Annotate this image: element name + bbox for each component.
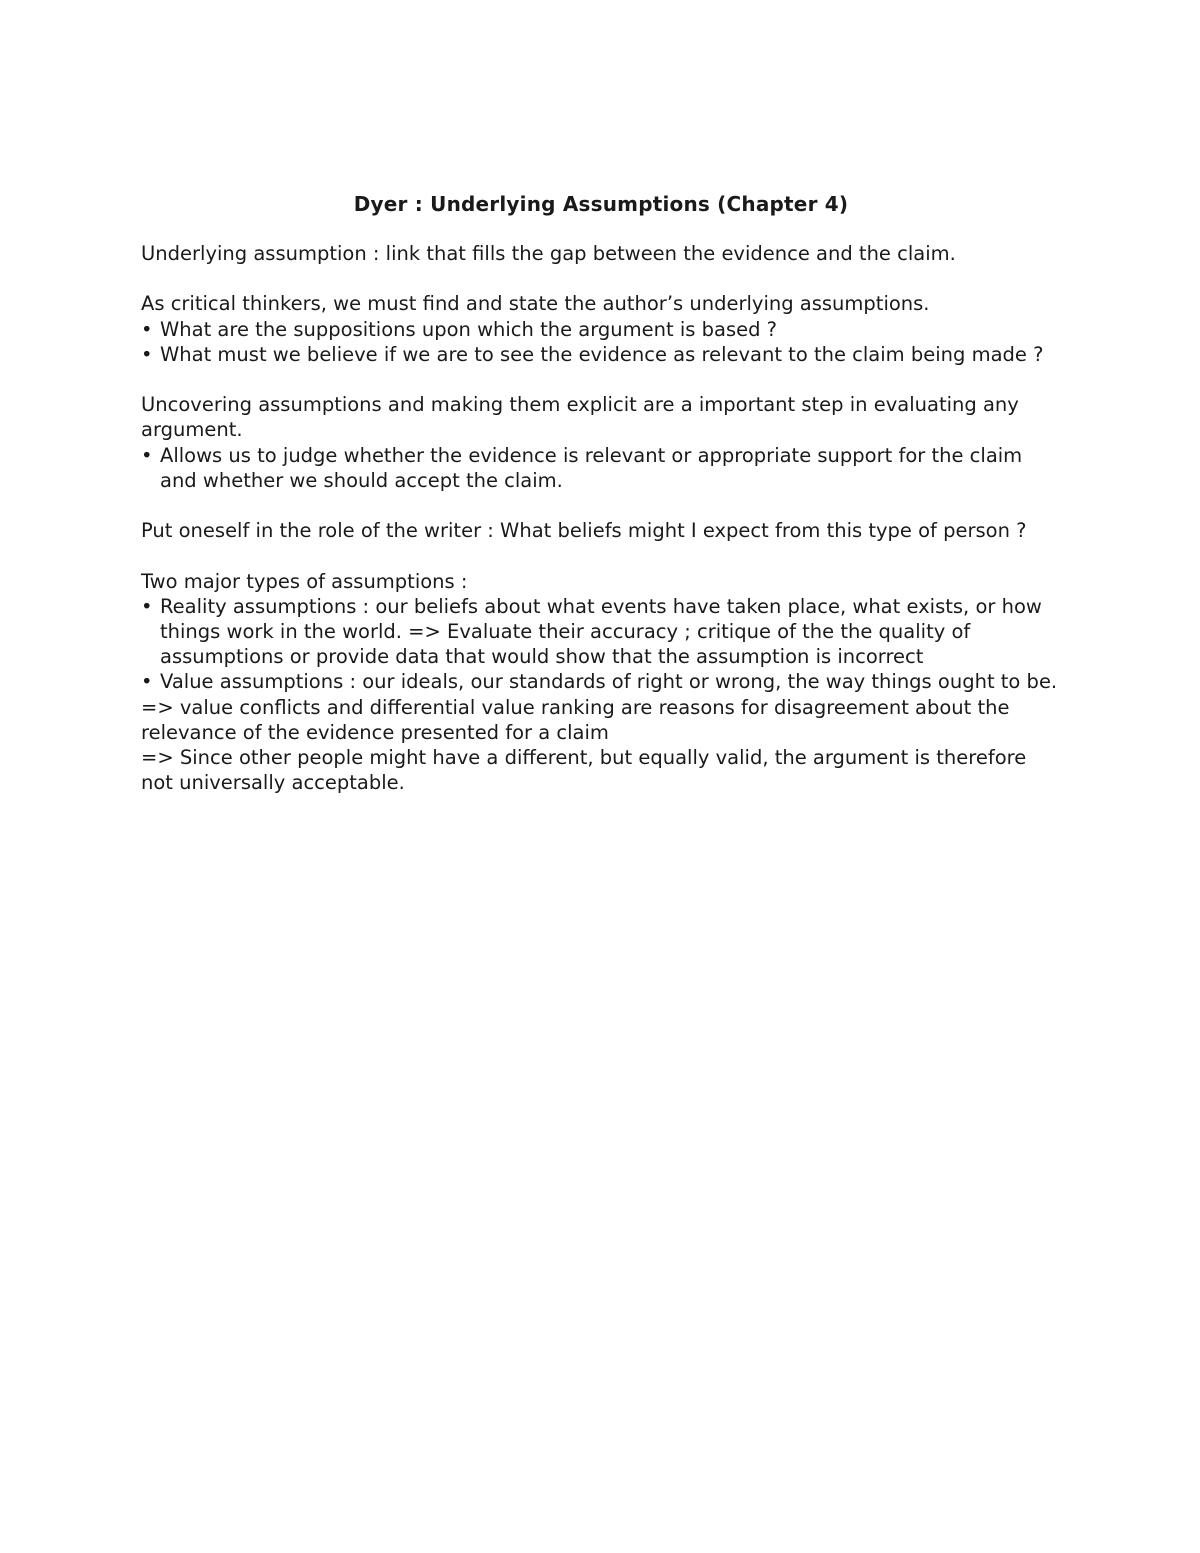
list-item-text: Value assumptions : our ideals, our standards of right or wrong, the way things ought to be. xyxy=(160,670,1058,694)
bullet-glyph: • xyxy=(141,317,153,341)
bullet-glyph: • xyxy=(141,342,153,366)
section1-intro: As critical thinkers, we must find and state the author’s underlying assumptions. xyxy=(141,292,930,316)
document-title: Dyer : Underlying Assumptions (Chapter 4) xyxy=(353,192,849,216)
list-item xyxy=(141,342,1061,367)
definition-paragraph: Underlying assumption : link that fills the gap between the evidence and the claim. xyxy=(141,242,956,265)
list-item xyxy=(141,443,1061,493)
conclusion-paragraph: => value conflicts and differential value ranking are reasons for disagreement about the relevance of the evidence presented for a claim xyxy=(141,695,1010,744)
section3-paragraph: Put oneself in the role of the writer : What beliefs might I expect from this type of person ? xyxy=(141,519,1027,543)
section4-bullet-list xyxy=(141,594,1061,695)
section4-intro: Two major types of assumptions : xyxy=(141,569,468,593)
spacer xyxy=(141,266,1061,291)
conclusion-paragraph: => Since other people might have a different, but equally valid, the argument is therefore not universally acceptable. xyxy=(141,746,1027,795)
list-item-text: What are the suppositions upon which the argument is based ? xyxy=(160,317,778,341)
spacer xyxy=(141,367,1061,392)
bullet-glyph: • xyxy=(141,594,153,618)
list-item-text: Allows us to judge whether the evidence is relevant or appropriate support for the claim and whether we should accept the claim. xyxy=(160,443,1023,492)
section2-intro: Uncovering assumptions and making them explicit are a important step in evaluating any argument. xyxy=(141,393,1019,442)
document-page xyxy=(141,191,1061,795)
list-item-text: Reality assumptions : our beliefs about what events have taken place, what exists, or how things work in the world. => Evaluate their accuracy ; critique of the the quality of assumptions or provide data that would show that the assumption is incorrect xyxy=(160,594,1042,669)
list-item xyxy=(141,594,1061,670)
spacer xyxy=(141,493,1061,518)
section1-bullet-list xyxy=(141,317,1061,367)
spacer xyxy=(141,543,1061,568)
list-item xyxy=(141,317,1061,342)
bullet-glyph: • xyxy=(141,670,153,694)
list-item-text: What must we believe if we are to see the evidence as relevant to the claim being made ? xyxy=(160,342,1044,366)
section2-bullet-list xyxy=(141,443,1061,493)
bullet-glyph: • xyxy=(141,443,153,467)
list-item xyxy=(141,669,1061,694)
